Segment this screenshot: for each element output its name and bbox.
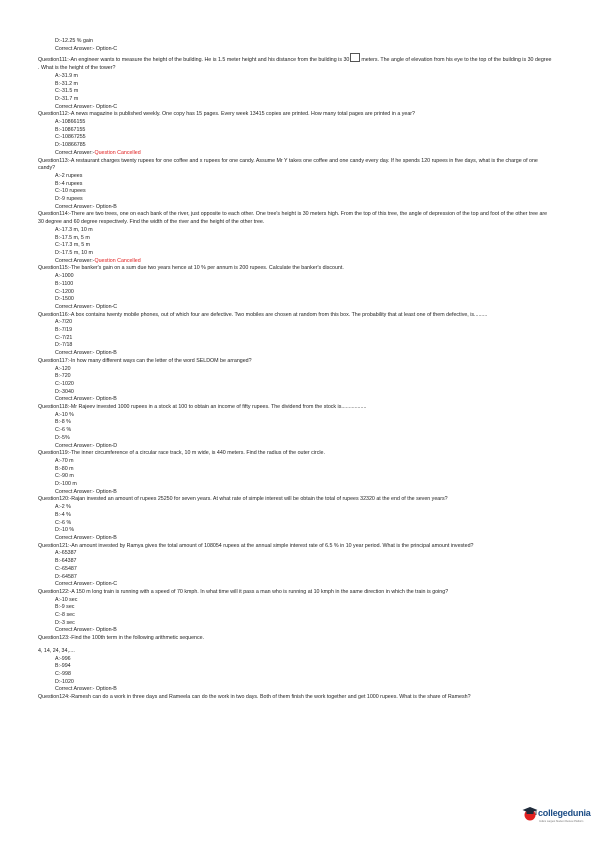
- option-line: [38, 527, 552, 535]
- option-line: [38, 656, 552, 664]
- line-text: Question121:-An amount invested by Ramya gives the total amount of 108054 rupees at the annual simple interest rate of 6.5 % in 10 year period. What is the principal amount invested?: [38, 542, 474, 549]
- option-line: [38, 473, 552, 481]
- cancelled-label: Question Cancelled: [94, 257, 141, 264]
- option-line: [38, 620, 552, 628]
- option-line: [38, 188, 552, 196]
- option-line: [38, 88, 552, 96]
- correct-answer-line: [38, 443, 552, 451]
- line-text: D:-1020: [55, 678, 74, 685]
- option-line: [38, 173, 552, 181]
- graduation-cap-icon: [522, 805, 538, 823]
- line-text: A:-1000: [55, 273, 74, 280]
- line-text: A:-10 %: [55, 411, 74, 418]
- correct-answer-line: [38, 204, 552, 212]
- option-line: [38, 134, 552, 142]
- line-text: A:-65387: [55, 550, 77, 557]
- line-text: D:-1500: [55, 296, 74, 303]
- line-text: Correct Answer:- Option-B: [55, 396, 117, 403]
- line-text: C:-6 %: [55, 427, 72, 434]
- option-line: [38, 73, 552, 81]
- option-line: [38, 96, 552, 104]
- line-text: C:-6 %: [55, 519, 72, 526]
- option-line: [38, 119, 552, 127]
- option-line: [38, 458, 552, 466]
- question-text: [38, 158, 552, 173]
- correct-answer-line: [38, 150, 552, 158]
- line-text: Question124:-Ramesh can do a work in three days and Rameela can do the work in two days. Both of them finish the work together and get 1000 rupees. What is the share of Ramesh?: [38, 694, 471, 701]
- option-line: [38, 242, 552, 250]
- line-text: B:-720: [55, 373, 71, 380]
- question-text-part: meters. The angle of elevation from his eye to the top of the building is 30 degree . What is the height of the tower?: [38, 57, 552, 72]
- option-line: [38, 566, 552, 574]
- line-text: Question122:-A 150 m long train is running with a speed of 70 kmph. In what time will it pass a man who is running at 10 kmph in the same direction in which the train is going?: [38, 588, 449, 595]
- line-text: Correct Answer:- Option-B: [55, 350, 117, 357]
- correct-answer-line: [38, 258, 552, 266]
- line-text: 4, 14, 24, 34,....: [38, 647, 75, 654]
- line-text: D:-100 m: [55, 481, 77, 488]
- line-text: Question113:-A restaurant charges twenty rupees for one coffee and x rupees for one candy. Assume Mr Y takes one coffee and one candy every day. If he spends 120 rupees in five days, what is the charge of one candy?: [38, 157, 538, 172]
- option-line: [38, 127, 552, 135]
- line-text: C:-10867255: [55, 134, 86, 141]
- line-text: Question115:-The banker's gain on a sum due two years hence at 10 % per annum is 200 rupees. Calculate the banker's discount.: [38, 265, 344, 272]
- option-line: [38, 319, 552, 327]
- line-text: Correct Answer:-: [55, 149, 95, 156]
- option-line: [38, 342, 552, 350]
- line-text: D:-31.7 m: [55, 95, 79, 102]
- line-text: A:-31.9 m: [55, 72, 78, 79]
- question-text: [38, 404, 552, 412]
- line-text: C:-17.3 m, 5 m: [55, 242, 91, 249]
- option-line: [38, 196, 552, 204]
- question-text: [38, 358, 552, 366]
- option-line: [38, 412, 552, 420]
- line-text: Correct Answer:- Option-D: [55, 442, 118, 449]
- line-text: D:-17.5 m, 10 m: [55, 249, 93, 256]
- line-text: D:-12.25 % gain: [55, 38, 93, 44]
- document-body: [38, 38, 552, 702]
- line-text: Correct Answer:- Option-B: [55, 535, 117, 541]
- option-line: [38, 335, 552, 343]
- option-line: [38, 612, 552, 620]
- line-text: B:-10867155: [55, 126, 86, 133]
- option-line: [38, 550, 552, 558]
- line-text: B:-8 %: [55, 419, 71, 426]
- line-text: C:-8 sec: [55, 612, 75, 619]
- line-text: Question123:-Find the 100th term in the following arithmetic sequence.: [38, 635, 205, 642]
- correct-answer-line: [38, 304, 552, 312]
- question-text: [38, 450, 552, 458]
- line-text: Question118:-Mr Rajeev invested 1000 rupees in a stock at 100 to obtain an income of fifty rupees. The dividend from the stock is.................: [38, 404, 367, 411]
- option-line: [38, 604, 552, 612]
- line-text: B:-31.2 m: [55, 80, 78, 87]
- line-text: C:-1020: [55, 380, 74, 387]
- line-text: B:-7/19: [55, 327, 73, 334]
- line-text: C:-1200: [55, 288, 74, 295]
- line-text: C:-31.5 m: [55, 88, 79, 95]
- option-line: [38, 142, 552, 150]
- line-text: Correct Answer:- Option-C: [55, 303, 118, 310]
- option-line: [38, 512, 552, 520]
- question-text: [38, 312, 552, 320]
- line-text: Correct Answer:- Option-B: [55, 686, 117, 693]
- option-line: [38, 466, 552, 474]
- line-text: A:-17.3 m, 10 m: [55, 226, 93, 233]
- correct-answer-line: [38, 627, 552, 635]
- option-line: [38, 81, 552, 89]
- logo-tagline: India's Largest Student Review Platform: [539, 820, 584, 823]
- correct-answer-line: [38, 686, 552, 694]
- line-text: Correct Answer:- Option-C: [55, 581, 118, 588]
- blank-box-icon: [350, 53, 360, 62]
- correct-answer-line: [38, 489, 552, 497]
- line-text: D:-10 %: [55, 527, 75, 534]
- option-line: [38, 281, 552, 289]
- correct-answer-line: [38, 46, 552, 54]
- line-text: Question120:-Rajan invested an amount of rupees 25250 for seven years. At what rate of simple interest will be obtain the total of rupees 32320 at the end of the seven years?: [38, 496, 448, 503]
- option-line: [38, 38, 552, 46]
- option-line: [38, 520, 552, 528]
- line-text: Question116:-A box contains twenty mobile phones, out of which four are defective. Two mobiles are chosen at random from this box. The probability that at least one of them defective, is.........: [38, 311, 488, 318]
- option-line: [38, 373, 552, 381]
- line-text: D:-9 rupees: [55, 196, 83, 203]
- option-line: [38, 250, 552, 258]
- line-text: B:-4 rupees: [55, 180, 83, 187]
- line-text: C:-90 m: [55, 473, 74, 480]
- option-line: [38, 435, 552, 443]
- line-text: Correct Answer:- Option-B: [55, 488, 117, 495]
- question-text: [38, 635, 552, 643]
- question-text: [38, 496, 552, 504]
- correct-answer-line: [38, 581, 552, 589]
- line-text: D:-3040: [55, 388, 74, 395]
- question-text: [38, 543, 552, 551]
- line-text: B:-9 sec: [55, 604, 75, 611]
- correct-answer-line: [38, 104, 552, 112]
- line-text: D:-10866785: [55, 142, 86, 149]
- line-text: D:-5%: [55, 434, 70, 441]
- line-text: C:-10 rupees: [55, 188, 86, 195]
- line-text: A:-70 m: [55, 457, 74, 464]
- option-line: [38, 327, 552, 335]
- line-text: C:-998: [55, 670, 71, 677]
- line-text: A:-120: [55, 365, 71, 372]
- question-text: [38, 53, 552, 72]
- option-line: [38, 381, 552, 389]
- option-line: [38, 574, 552, 582]
- line-text: D:-7/18: [55, 342, 73, 349]
- line-text: Correct Answer:- Option-B: [55, 627, 117, 634]
- cancelled-label: Question Cancelled: [94, 149, 141, 156]
- line-text: B:-994: [55, 663, 71, 670]
- line-text: Question114:-There are two trees, one on each bank of the river, just opposite to each other. One tree's height is 30 meters high. From the top of this tree, the angle of depression of the top and foot of the other tree are 30 degree and 60 degree respectively. Find the width of the river and the height of the other tree.: [38, 211, 548, 226]
- line-text: A:-2 rupees: [55, 172, 83, 179]
- line-text: C:-7/21: [55, 334, 73, 341]
- line-text: Question117:-In how many different ways can the letter of the word SELDOM be arranged?: [38, 357, 252, 364]
- option-line: [38, 289, 552, 297]
- correct-answer-line: [38, 396, 552, 404]
- line-text: C:-65487: [55, 565, 77, 572]
- option-line: [38, 181, 552, 189]
- option-line: [38, 419, 552, 427]
- question-text-part: Question111:-An engineer wants to measure the height of the building. He is 1.5 meter height and his distance from the building is 30: [38, 57, 350, 64]
- line-text: Correct Answer:- Option-B: [55, 203, 117, 210]
- option-line: [38, 558, 552, 566]
- line-text: Correct Answer:- Option-C: [55, 103, 118, 110]
- line-text: B:-1100: [55, 280, 74, 287]
- correct-answer-line: [38, 535, 552, 543]
- option-line: [38, 389, 552, 397]
- question-text: [38, 211, 552, 226]
- line-text: Correct Answer:- Option-C: [55, 45, 118, 52]
- option-line: [38, 679, 552, 687]
- line-text: A:-10 sec: [55, 596, 78, 603]
- correct-answer-line: [38, 350, 552, 358]
- line-text: D:-3 sec: [55, 619, 75, 626]
- line-text: D:-64587: [55, 573, 77, 580]
- option-line: [38, 597, 552, 605]
- line-text: A:-2 %: [55, 504, 71, 511]
- question-text: [38, 589, 552, 597]
- option-line: [38, 663, 552, 671]
- question-text: [38, 111, 552, 119]
- line-text: A:-996: [55, 655, 71, 662]
- line-text: Correct Answer:-: [55, 257, 95, 264]
- option-line: [38, 273, 552, 281]
- option-line: [38, 366, 552, 374]
- line-text: B:-4 %: [55, 511, 71, 518]
- option-line: [38, 235, 552, 243]
- option-line: [38, 296, 552, 304]
- line-text: B:-17.5 m, 5 m: [55, 234, 90, 241]
- option-line: [38, 227, 552, 235]
- option-line: [38, 481, 552, 489]
- line-text: A:-10866155: [55, 119, 86, 126]
- line-text: B:-80 m: [55, 465, 74, 472]
- line-text: B:-64387: [55, 558, 77, 565]
- line-text: A:-7/20: [55, 319, 73, 326]
- option-line: [38, 427, 552, 435]
- logo-brand-text: collegedunia: [538, 808, 591, 818]
- question-text: [38, 694, 552, 702]
- option-line: [38, 504, 552, 512]
- sequence-text: [38, 648, 552, 656]
- line-text: Question112:-A news magazine is published weekly. One copy has 15 pages. Every week 13415 copies are printed. How many total pages are printed in a year?: [38, 111, 415, 118]
- question-text: [38, 265, 552, 273]
- option-line: [38, 671, 552, 679]
- line-text: Question119:-The inner circumference of a circular race track, 10 m wide, is 440 meters. Find the radius of the outer circle.: [38, 450, 325, 457]
